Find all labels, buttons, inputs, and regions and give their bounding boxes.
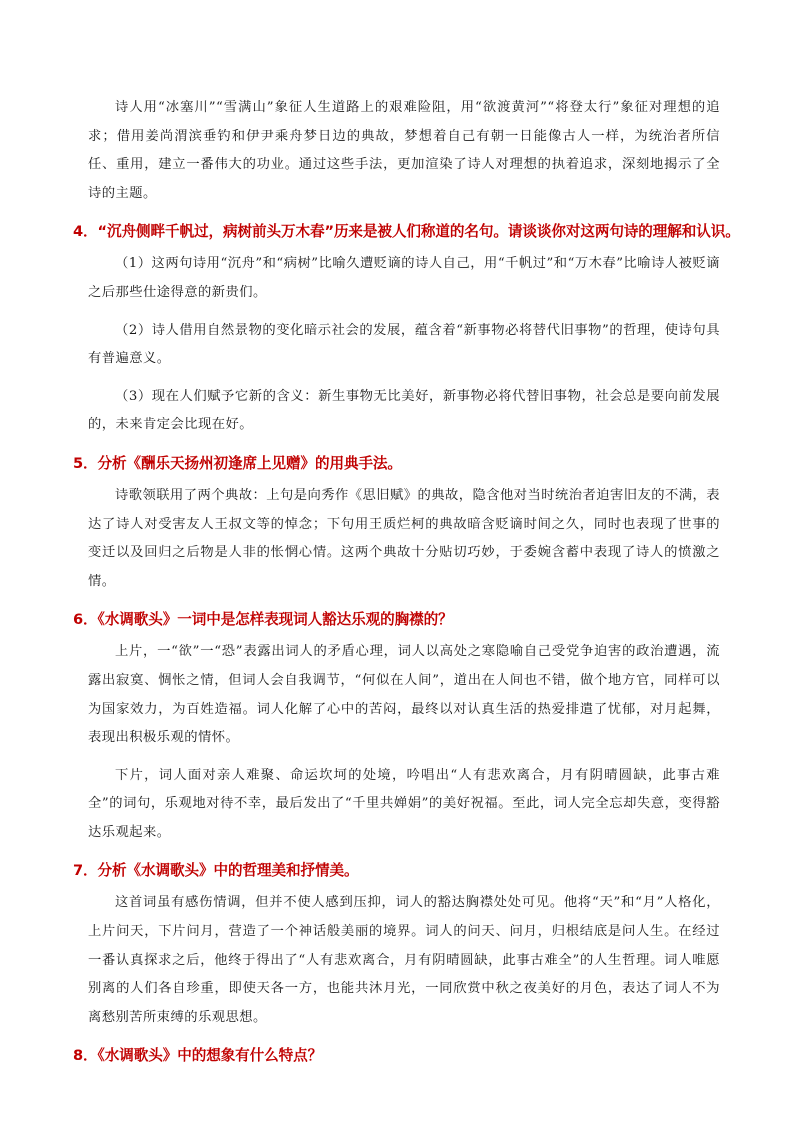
answer-4-point-3: （3）现在人们赋予它新的含义：新生事物无比美好，新事物必将代替旧事物，社会总是要向前发展的，未来肯定会比现在好。 [88,388,720,433]
question-6-heading: 6．《水调歌头》一词中是怎样表现词人豁达乐观的胸襟的？ [73,611,453,629]
question-5-heading: 5．分析《酬乐天扬州初逢席上见赠》的用典手法。 [73,454,402,472]
answer-5-paragraph: 诗歌领联用了两个典故：上句是向秀作《思旧赋》的典故，隐含他对当时统治者迫害旧友的不满，表达了诗人对受害友人王叔文等的悼念；下句用王质烂柯的典故暗含贬谪时间之久，同时也表现了世事的变迁以及回归之后物是人非的怅惘心情。这两个典故十分贴切巧妙，于委婉含蓄中表现了诗人的愤激之情。 [88,487,720,589]
answer-4-point-2: （2）诗人借用自然景物的变化暗示社会的发展，蕴含着“新事物必将替代旧事物”的哲理，使诗句具有普遍意义。 [88,322,720,367]
answer-6-paragraph-2: 下片，词人面对亲人难聚、命运坎坷的处境，吟唱出“人有悲欢离合，月有阴晴圆缺，此事古难全”的词句，乐观地对待不幸，最后发出了“千里共婵娟”的美好祝福。至此，词人完全忘却失意，变得豁达乐观起来。 [88,767,720,840]
answer-4-point-1: （1）这两句诗用“沉舟”和“病树”比喻久遭贬谪的诗人自己，用“千帆过”和“万木春”比喻诗人被贬谪之后那些仕途得意的新贵们。 [88,256,720,300]
question-4-heading: 4．“沉舟侧畔千帆过，病树前头万木春”历来是被人们称道的名句。请谈谈你对这两句诗的理解和认识。 [73,223,740,241]
document-page [73,94,740,1074]
paragraph-answer-3: 诗人用“冰塞川”“雪满山”象征人生道路上的艰难险阻，用“欲渡黄河”“将登太行”象征对理想的追求；借用姜尚渭滨垂钓和伊尹乘舟梦日边的典故，梦想着自己有朝一日能像古人一样，为统治者所信任、重用，建立一番伟大的功业。通过这些手法，更加渲染了诗人对理想的执着追求，深刻地揭示了全诗的主题。 [88,100,720,201]
question-8-heading: 8．《水调歌头》中的想象有什么特点？ [73,1047,323,1065]
question-7-heading: 7．分析《水调歌头》中的哲理美和抒情美。 [73,862,359,880]
answer-7-paragraph: 这首词虽有感伤情调，但并不使人感到压抑，词人的豁达胸襟处处可见。他将“天”和“月”人格化，上片问天，下片问月，营造了一个神话般美丽的境界。词人的问天、问月，归根结底是问人生。在经过一番认真探求之后，他终于得出了“人有悲欢离合，月有阴晴圆缺，此事古难全”的人生哲理。词人唯愿别离的人们各自珍重，即使天各一方，也能共沐月光，一同欣赏中秋之夜美好的月色，表达了词人不为离愁别苦所束缚的乐观思想。 [88,895,720,1025]
answer-6-paragraph-1: 上片，一“欲”一“恐”表露出词人的矛盾心理，词人以高处之寒隐喻自己受党争迫害的政治遭遇，流露出寂寞、惆怅之情，但词人会自我调节，“何似在人间”，道出在人间也不错，做个地方官，同样可以为国家效力，为百姓造福。词人化解了心中的苦闷，最终以对认真生活的热爱排遣了忧郁，对月起舞，表现出积极乐观的情怀。 [88,644,720,746]
